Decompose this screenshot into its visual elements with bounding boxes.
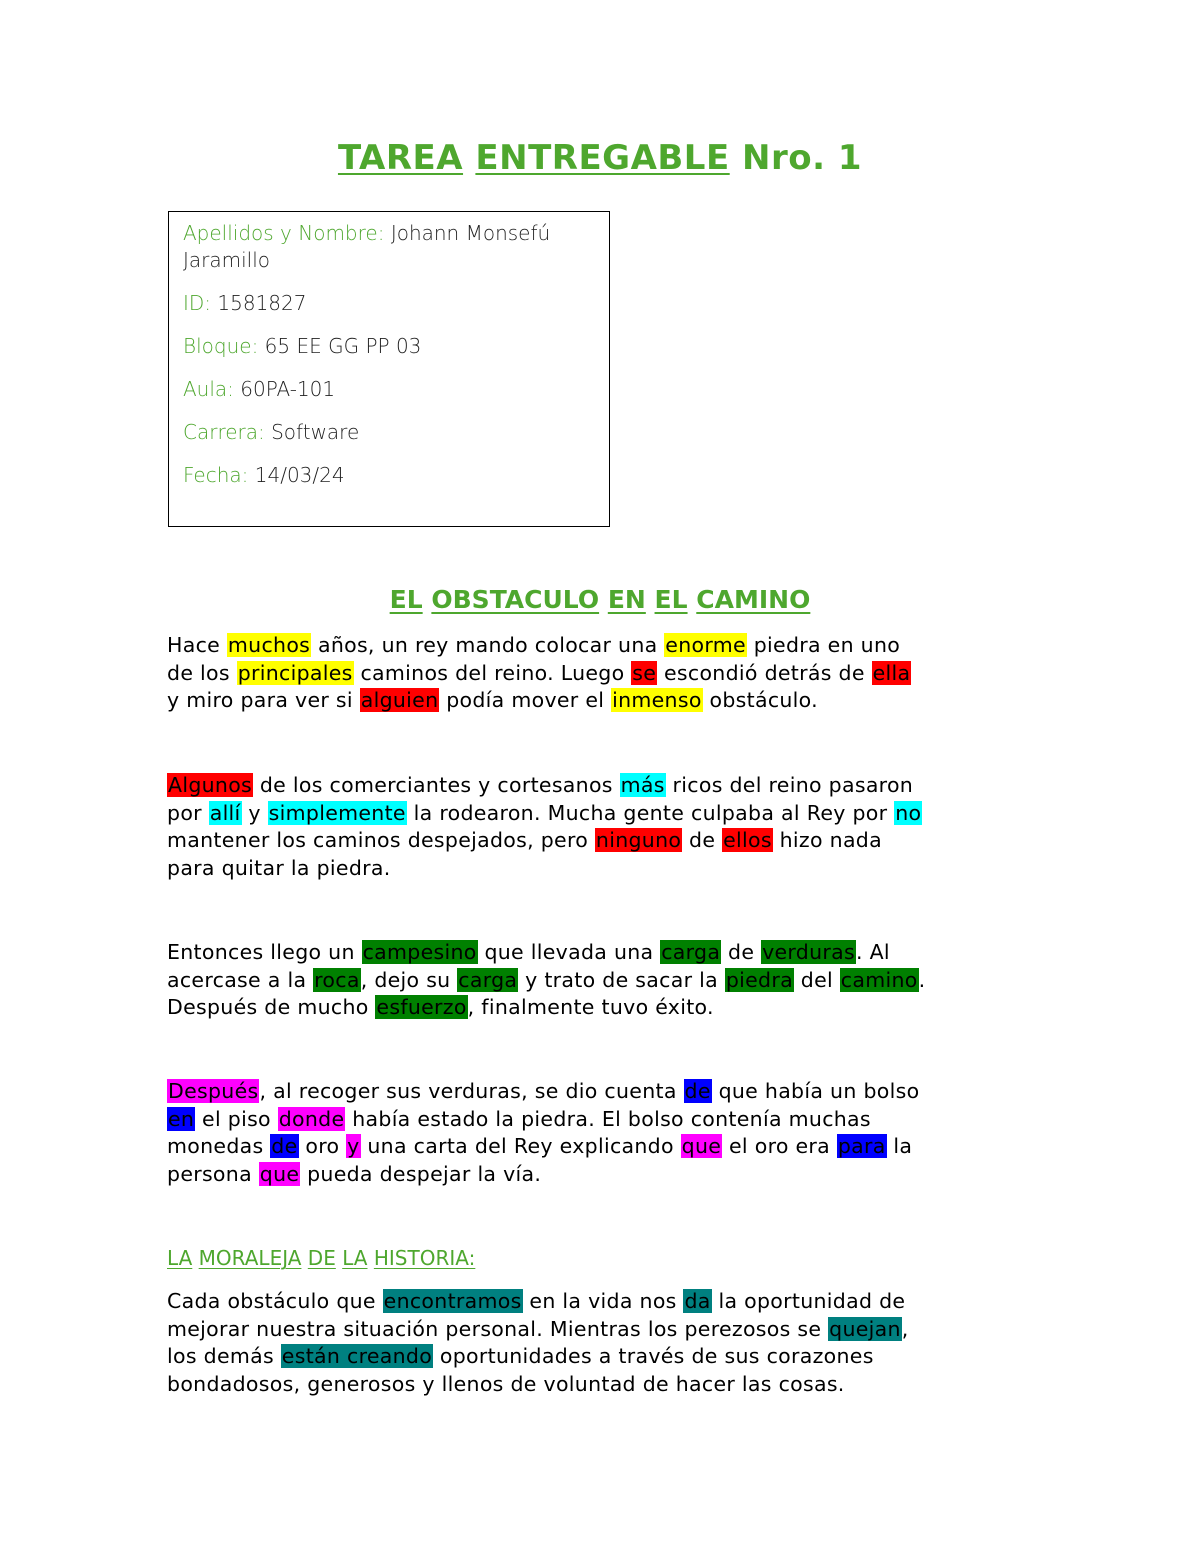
highlight-green: roca bbox=[314, 967, 360, 992]
text-run: acercase a la bbox=[167, 967, 314, 992]
student-info-box bbox=[168, 211, 610, 527]
text-run: por bbox=[167, 800, 209, 825]
text-run: . bbox=[918, 967, 926, 992]
highlight-yellow: inmenso bbox=[612, 688, 702, 712]
highlight-green: camino bbox=[840, 967, 918, 992]
text-line bbox=[167, 687, 1047, 715]
text-run: hizo nada bbox=[772, 828, 882, 852]
carrera-value: Software bbox=[271, 420, 360, 444]
info-row-bloque bbox=[183, 333, 597, 360]
text-run: obstáculo. bbox=[702, 688, 818, 712]
highlight-teal: da bbox=[684, 1289, 711, 1313]
name-value-second: Jaramillo bbox=[183, 248, 271, 272]
moraleja-title-word: DE bbox=[307, 1246, 336, 1270]
highlight-red: alguien bbox=[360, 688, 439, 712]
text-run: mejorar nuestra situación personal. Mientras los perezosos se bbox=[167, 1316, 829, 1341]
info-row-fecha bbox=[183, 462, 597, 489]
highlight-red: se bbox=[632, 660, 657, 685]
text-run: , al recoger sus verduras, se dio cuenta bbox=[259, 1079, 684, 1103]
text-line bbox=[167, 994, 1047, 1022]
text-run: oro bbox=[298, 1134, 347, 1158]
text-run: años, un rey mando colocar una bbox=[311, 633, 665, 657]
text-line bbox=[167, 1288, 1047, 1316]
story-title-word: EL bbox=[389, 585, 423, 614]
story-paragraph-4 bbox=[167, 1078, 1047, 1188]
moraleja-title-word: MORALEJA bbox=[198, 1246, 302, 1270]
highlight-yellow: muchos bbox=[227, 633, 311, 657]
story-title-word: CAMINO bbox=[696, 585, 811, 614]
text-run: Después de mucho bbox=[167, 995, 376, 1019]
text-line bbox=[167, 1078, 1047, 1106]
highlight-blue: de bbox=[684, 1079, 711, 1103]
moraleja-title-word: LA bbox=[167, 1246, 193, 1270]
highlight-yellow: enorme bbox=[665, 633, 746, 657]
text-run: y bbox=[241, 800, 268, 825]
text-run: una carta del Rey explicando bbox=[360, 1134, 681, 1158]
story-title-word: EN bbox=[607, 585, 646, 614]
text-line bbox=[167, 1161, 1047, 1189]
moraleja-paragraph bbox=[167, 1288, 1047, 1398]
text-run: la bbox=[886, 1134, 913, 1158]
title-word-tarea: TAREA bbox=[337, 138, 464, 178]
text-line bbox=[167, 1106, 1047, 1134]
highlight-teal: encontramos bbox=[383, 1289, 522, 1313]
text-line bbox=[167, 827, 1047, 855]
fecha-label: Fecha: bbox=[183, 463, 255, 487]
moraleja-title-word: HISTORIA: bbox=[373, 1246, 476, 1270]
document-title bbox=[0, 138, 1200, 178]
highlight-red: ellos bbox=[723, 828, 772, 852]
text-line bbox=[167, 855, 1047, 883]
highlight-cyan: allí bbox=[209, 800, 241, 825]
text-run: pueda despejar la vía. bbox=[300, 1161, 542, 1186]
text-run: Cada obstáculo que bbox=[167, 1289, 383, 1313]
name-label: Apellidos y Nombre: bbox=[183, 221, 391, 245]
highlight-green: carga bbox=[458, 967, 518, 992]
text-run: había estado la piedra. El bolso contenía muchas bbox=[345, 1106, 871, 1131]
bloque-value: 65 EE GG PP 03 bbox=[264, 334, 422, 358]
moraleja-title-word: LA bbox=[342, 1246, 368, 1270]
highlight-blue: de bbox=[271, 1134, 298, 1158]
story-title-word: OBSTACULO bbox=[431, 585, 600, 614]
story-paragraph-3 bbox=[167, 939, 1047, 1022]
highlight-yellow: principales bbox=[237, 660, 353, 685]
text-line bbox=[167, 1316, 1047, 1344]
highlight-red: ninguno bbox=[595, 828, 682, 852]
highlight-cyan: más bbox=[620, 773, 665, 797]
text-run: el oro era bbox=[722, 1134, 837, 1158]
highlight-blue: para bbox=[837, 1134, 886, 1158]
text-run: en la vida nos bbox=[522, 1289, 684, 1313]
text-run: del bbox=[793, 967, 840, 992]
highlight-green: piedra bbox=[725, 967, 793, 992]
text-run: persona bbox=[167, 1161, 259, 1186]
text-run: , bbox=[901, 1316, 909, 1341]
text-line bbox=[167, 1343, 1047, 1371]
aula-value: 60PA-101 bbox=[240, 377, 336, 401]
text-line bbox=[167, 967, 1047, 995]
title-word-entregable: ENTREGABLE bbox=[475, 138, 730, 178]
highlight-teal: quejan bbox=[829, 1316, 901, 1341]
highlight-magenta: donde bbox=[278, 1106, 345, 1131]
text-line bbox=[167, 939, 1047, 967]
text-line bbox=[167, 800, 1047, 828]
highlight-green: verduras bbox=[762, 940, 855, 964]
text-line bbox=[167, 1133, 1047, 1161]
text-line bbox=[167, 772, 1047, 800]
text-run: piedra en uno bbox=[746, 633, 901, 657]
text-run: los demás bbox=[167, 1344, 281, 1368]
highlight-magenta: Después bbox=[168, 1079, 259, 1103]
highlight-green: carga bbox=[661, 940, 721, 964]
text-line bbox=[167, 632, 1047, 660]
highlight-green: esfuerzo bbox=[376, 995, 467, 1019]
bloque-label: Bloque: bbox=[183, 334, 265, 358]
text-run: bondadosos, generosos y llenos de voluntad de hacer las cosas. bbox=[167, 1371, 845, 1396]
text-run: mantener los caminos despejados, pero bbox=[167, 828, 595, 852]
highlight-magenta: y bbox=[347, 1134, 360, 1158]
highlight-green: campesino bbox=[362, 940, 477, 964]
info-row-name bbox=[183, 220, 597, 274]
highlight-cyan: simplemente bbox=[268, 800, 406, 825]
text-run: y trato de sacar la bbox=[518, 967, 725, 992]
text-run: monedas bbox=[167, 1134, 271, 1158]
text-run: Hace bbox=[167, 633, 227, 657]
text-run: la rodearon. Mucha gente culpaba al Rey por bbox=[406, 800, 895, 825]
text-run: Entonces llego un bbox=[167, 940, 362, 964]
story-title-word: EL bbox=[654, 585, 688, 614]
info-row-carrera bbox=[183, 419, 597, 446]
text-run: que llevada una bbox=[477, 940, 661, 964]
text-run: para quitar la piedra. bbox=[167, 855, 391, 880]
text-run: , dejo su bbox=[360, 967, 458, 992]
highlight-blue: en bbox=[168, 1106, 195, 1131]
id-value: 1581827 bbox=[217, 291, 307, 315]
highlight-cyan: no bbox=[895, 800, 922, 825]
text-run: y miro para ver si bbox=[167, 688, 360, 712]
text-run: de bbox=[721, 940, 762, 964]
text-run: que había un bolso bbox=[711, 1079, 920, 1103]
text-run: de bbox=[682, 828, 723, 852]
text-run: , finalmente tuvo éxito. bbox=[467, 995, 714, 1019]
text-run: oportunidades a través de sus corazones bbox=[433, 1344, 874, 1368]
text-run: ricos del reino pasaron bbox=[665, 773, 914, 797]
text-run: podía mover el bbox=[439, 688, 612, 712]
text-run: escondió detrás de bbox=[657, 660, 872, 685]
text-run: el piso bbox=[195, 1106, 278, 1131]
highlight-magenta: que bbox=[259, 1161, 300, 1186]
info-row-id bbox=[183, 290, 597, 317]
text-run: de los bbox=[167, 660, 237, 685]
text-run: . Al bbox=[855, 940, 890, 964]
highlight-red: ella bbox=[872, 660, 911, 685]
highlight-teal: están creando bbox=[281, 1344, 433, 1368]
id-label: ID: bbox=[183, 291, 218, 315]
story-title bbox=[0, 585, 1200, 614]
story-paragraph-1 bbox=[167, 632, 1047, 715]
text-run: la oportunidad de bbox=[711, 1289, 906, 1313]
highlight-red: Algunos bbox=[168, 773, 253, 797]
text-run: de los comerciantes y cortesanos bbox=[253, 773, 620, 797]
name-value-first: Johann Monsefú bbox=[390, 221, 551, 245]
text-line bbox=[167, 1371, 1047, 1399]
text-run: caminos del reino. Luego bbox=[353, 660, 632, 685]
aula-label: Aula: bbox=[183, 377, 241, 401]
story-paragraph-2 bbox=[167, 772, 1047, 882]
carrera-label: Carrera: bbox=[183, 420, 272, 444]
moraleja-title bbox=[167, 1246, 475, 1270]
title-number: Nro. 1 bbox=[729, 138, 863, 178]
info-row-aula bbox=[183, 376, 597, 403]
highlight-magenta: que bbox=[681, 1134, 722, 1158]
fecha-value: 14/03/24 bbox=[254, 463, 345, 487]
text-line bbox=[167, 660, 1047, 688]
